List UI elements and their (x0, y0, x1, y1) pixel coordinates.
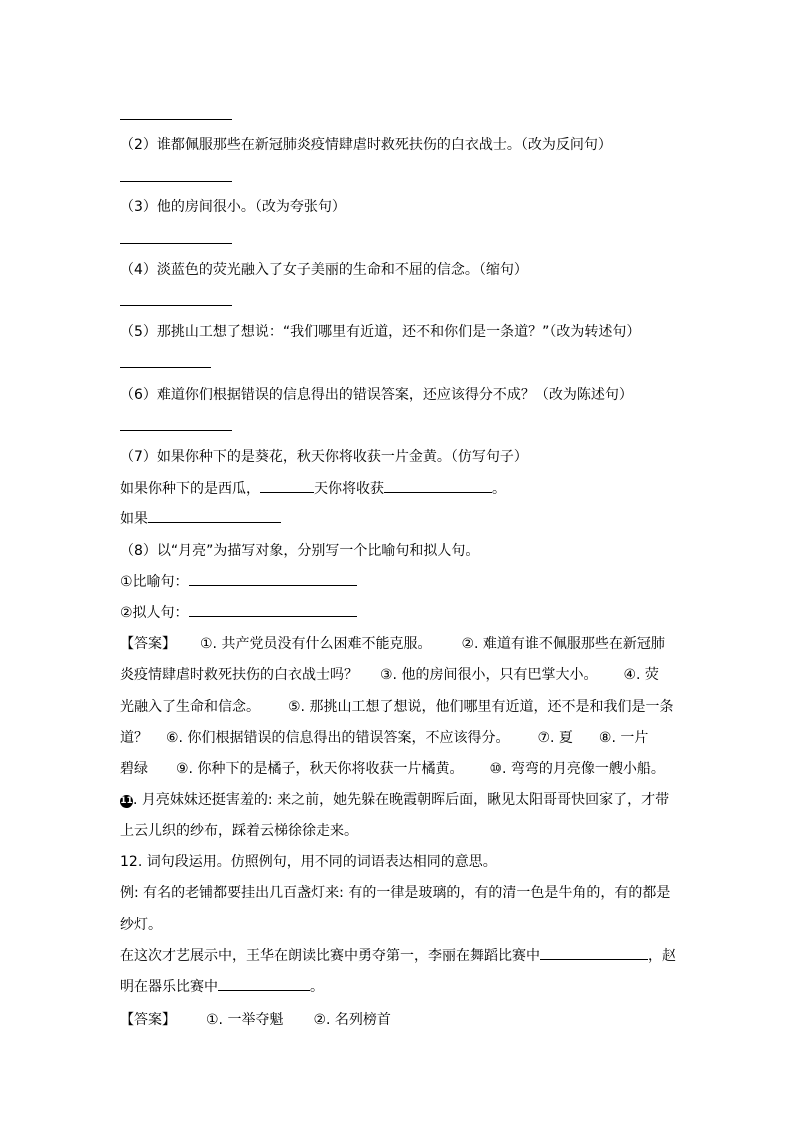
simile-label: ①比喻句： (120, 574, 189, 590)
answer-label: 【答案】 (120, 636, 176, 652)
prompt-text: 。 (310, 979, 324, 995)
prompt-text: ，赵 (648, 948, 676, 964)
answer-item: ⑧. 一片 (598, 730, 649, 746)
personification-line (120, 602, 357, 622)
answer-line (120, 243, 232, 244)
fill-blank[interactable] (540, 958, 648, 960)
fill-blank[interactable] (148, 521, 281, 523)
answer-line (120, 430, 232, 431)
fill-blank[interactable] (218, 989, 310, 991)
answer-line-6 (120, 789, 669, 809)
question-12-prompt-line-1 (120, 945, 676, 965)
answer-item: 光融入了生命和信念。 (120, 699, 260, 715)
answer-line-5 (120, 758, 665, 778)
fill-blank[interactable] (260, 491, 314, 493)
answer-item: ①. 共产党员没有什么困难不能克服。 (200, 636, 432, 652)
question-6: （6）难道你们根据错误的信息得出的错误答案，还应该得分不成？（改为陈述句） (120, 387, 633, 403)
prompt-text: 明在器乐比赛中 (120, 979, 218, 995)
answer-line-7: 上云儿织的纱布，踩着云梯徐徐走来。 (120, 823, 358, 839)
fill-text: 如果 (120, 511, 148, 527)
answer-item: 道？ (120, 730, 148, 746)
answer-line-1 (120, 633, 665, 653)
answer-label: 【答案】 (120, 1012, 176, 1028)
fill-blank[interactable] (189, 615, 357, 617)
prompt-text: 在这次才艺展示中，王华在朗读比赛中勇夺第一，李丽在舞蹈比赛中 (120, 948, 540, 964)
question-7-fill-line-2 (120, 508, 281, 528)
question-12-title: 12. 词句段运用。仿照例句，用不同的词语表达相同的意思。 (120, 854, 497, 870)
question-3: （3）他的房间很小。（改为夸张句） (120, 199, 346, 215)
fill-blank[interactable] (384, 491, 492, 493)
answer-line (120, 119, 232, 120)
fill-blank[interactable] (189, 584, 357, 586)
simile-line (120, 571, 357, 591)
answer-item: ②. 难道有谁不佩服那些在新冠肺 (461, 636, 665, 652)
personification-label: ②拟人句： (120, 605, 189, 621)
answer-line-4 (120, 727, 648, 747)
answer-line (120, 305, 232, 306)
question-2: （2）谁都佩服那些在新冠肺炎疫情肆虐时救死扶伤的白衣战士。（改为反问句） (120, 137, 612, 153)
question-12-prompt-line-2 (120, 976, 324, 996)
answer-line (120, 181, 232, 182)
answer-item: ⑨. 你种下的是橘子，秋天你将收获一片橘黄。 (176, 761, 464, 777)
answer-item: ⑤. 那挑山工想了想说，他们哪里有近道，还不是和我们是一条 (288, 699, 674, 715)
answer-item: ⑥. 你们根据错误的信息得出的错误答案，不应该得分。 (166, 730, 510, 746)
answer-item: ①. 一举夺魁 (206, 1012, 284, 1028)
question-12-example-line-1: 例: 有名的老铺都要挂出几百盏灯来: 有的一律是玻璃的，有的清一色是牛角的，有的都是 (120, 885, 671, 901)
answer-item: ②. 名列榜首 (313, 1012, 391, 1028)
answer-item: ④. 荧 (623, 667, 659, 683)
fill-text: 如果你种下的是西瓜， (120, 481, 260, 497)
question-7-fill-line-1 (120, 478, 506, 498)
fill-text: 。 (492, 481, 506, 497)
answer-line-3 (120, 696, 673, 716)
answer-item: ⑩. 弯弯的月亮像一艘小船。 (489, 761, 665, 777)
question-7: （7）如果你种下的是葵花，秋天你将收获一片金黄。（仿写句子） (120, 449, 528, 465)
question-4: （4）淡蓝色的荧光融入了女子美丽的生命和不屈的信念。（缩句） (120, 262, 528, 278)
fill-text: 天你将收获 (314, 481, 384, 497)
answer-item: . 月亮妹妹还挺害羞的: 来之前，她先躲在晚霞朝晖后面，瞅见太阳哥哥快回家了，才带 (133, 792, 670, 808)
answer-2-line (120, 1009, 391, 1029)
answer-line (120, 367, 211, 368)
answer-line-2 (120, 664, 659, 684)
answer-item: ⑦. 夏 (537, 730, 573, 746)
question-8: （8）以“月亮”为描写对象，分别写一个比喻句和拟人句。 (120, 543, 480, 559)
answer-item: 碧绿 (120, 761, 148, 777)
question-5: （5）那挑山工想了想说：“我们哪里有近道，还不和你们是一条道？”（改为转述句） (120, 324, 641, 340)
circled-number-11: 11 (120, 796, 133, 806)
question-12-example-line-2: 纱灯。 (120, 917, 162, 933)
answer-item: 炎疫情肆虐时救死扶伤的白衣战士吗？ (120, 667, 358, 683)
answer-item: ③. 他的房间很小，只有巴掌大小。 (380, 667, 598, 683)
